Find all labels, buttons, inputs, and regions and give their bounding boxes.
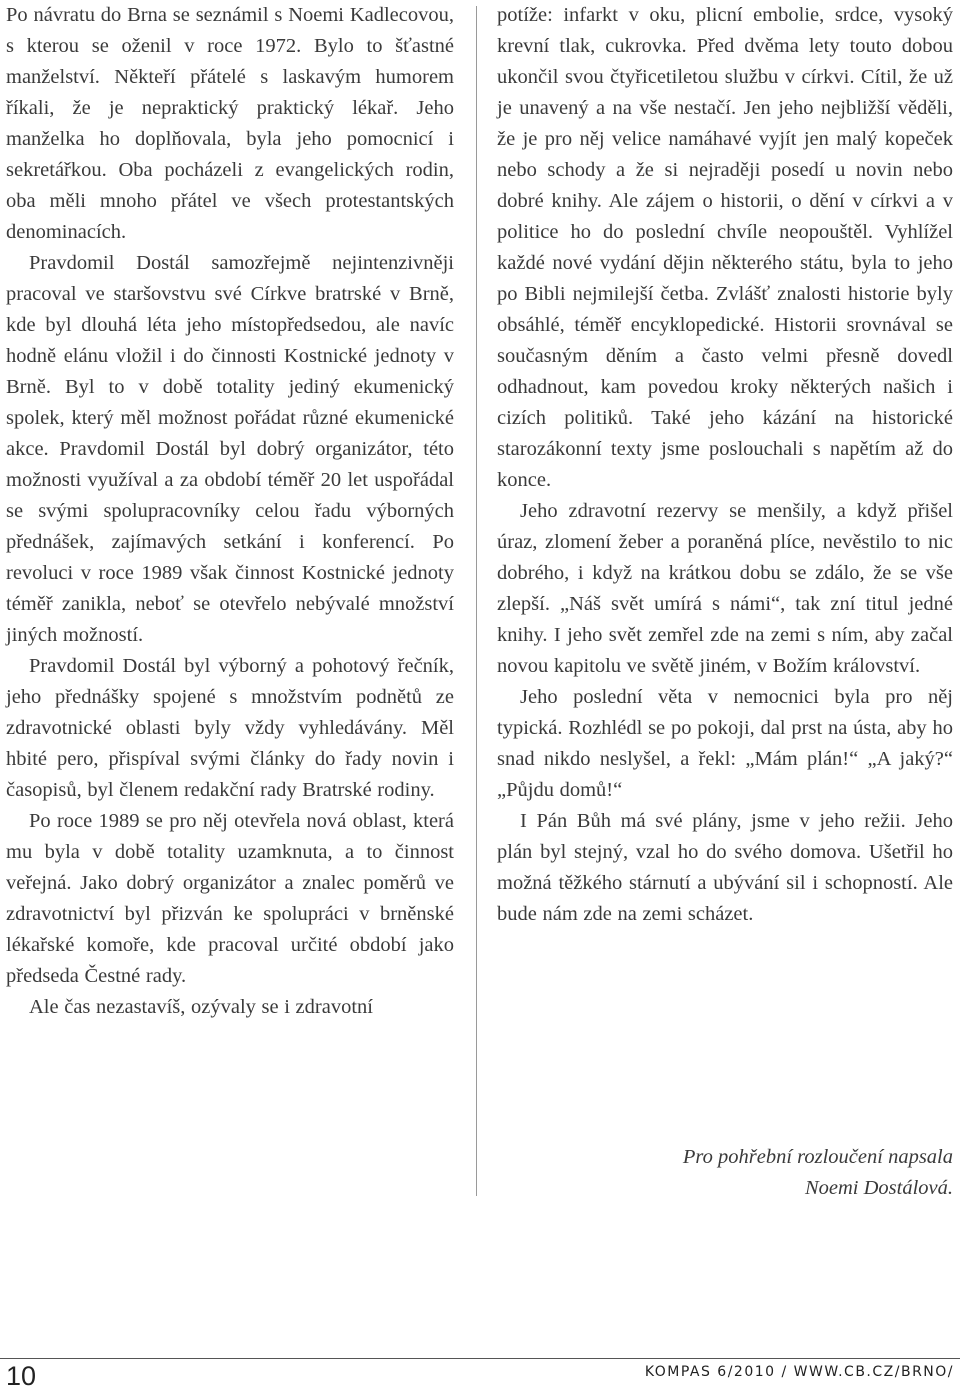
signature-line-1: Pro pohřební rozloučení napsala: [682, 1146, 953, 1168]
right-paragraph-3: Jeho poslední věta v nemocnici byla pro něj typická. Rozhlédl se po pokoji, dal prst na ústa, aby ho snad nikdo neslyšel, a řekl: „Mám plán!“ „A jaký?“ „Půjdu domů!“: [497, 686, 953, 801]
left-paragraph-3: Pravdomil Dostál byl výborný a pohotový řečník, jeho přednášky spojené s množstvím podnětů ze zdravotnické oblasti byly vždy vyhledávány. Měl hbité pero, přispíval svými články do řady novin i časopisů, byl členem redakční rady Bratrské rodiny.: [6, 655, 454, 801]
right-paragraph-4: I Pán Bůh má své plány, jsme v jeho režii. Jeho plán byl stejný, vzal ho do svého domova. Ušetřil ho možná těžkého stárnutí a ubývání sil i schopností. Ale bude nám zde na zemi scházet.: [497, 810, 953, 925]
left-paragraph-4: Po roce 1989 se pro něj otevřela nová oblast, která mu byla v době totality uzamknuta, a to činnost veřejná. Jako dobrý organizátor a znalec poměrů ve zdravotnictví byl přizván ke spolupráci v brněnské lékařské komoře, kde pracoval určité období jako předseda Čestné rady.: [6, 810, 454, 987]
signature: [497, 1142, 953, 1204]
right-paragraph-2: Jeho zdravotní rezervy se menšily, a když přišel úraz, zlomení žeber a poraněná plíce, nevěstilo to nic dobrého, i když na krátkou dobu se zdálo, že se vše zlepší. „Náš svět umírá s námi“, tak zní titul jedné knihy. I jeho svět zemřel zde na zemi s ním, aby začal novou kapitolu ve světě jiném, v Božím království.: [497, 500, 953, 677]
right-column: [497, 0, 953, 930]
footer-rule: [0, 1358, 960, 1359]
right-paragraph-1: potíže: infarkt v oku, plicní embolie, srdce, vysoký krevní tlak, cukrovka. Před dvěma lety touto dobou ukončil svou čtyřicetiletou službu v církvi. Cítil, že už je unavený a na vše nestačí. Jen jeho nejbližší věděli, že je pro něj velice namáhavé vyjít jen malý kopeček nebo schody a že si nejraději posedí u novin nebo dobré knihy. Ale zájem o historii, o dění v církvi a v politice ho do poslední chvíle neopouštěl. Vyhlížel každé nové vydání dějin některého státu, byla to jeho po Bibli nejmilejší četba. Zvlášť znalosti historie byly obsáhlé, téměř encyklopedické. Historii srovnával se současným děním a často velmi přesně dovedl odhadnout, kam povedou kroky některých našich i cizích politiků. Také jeho kázání na historické starozákonní texty jsme poslouchali s napětím až do konce.: [497, 4, 953, 491]
left-paragraph-1: Po návratu do Brna se seznámil s Noemi Kadlecovou, s kterou se oženil v roce 1972. Bylo to šťastné manželství. Někteří přátelé s laskavým humorem říkali, že je nepraktický praktický lékař. Jeho manželka ho doplňovala, byla jeho pomocnicí i sekretářkou. Oba pocházeli z evangelických rodin, oba měli mnoho přátel ve všech protestantských denominacích.: [6, 4, 454, 243]
left-paragraph-5: Ale čas nezastavíš, ozývaly se i zdravotní: [29, 996, 373, 1018]
signature-author: Noemi Dostálová.: [804, 1177, 953, 1199]
publication-footer: KOMPAS 6/2010 / WWW.CB.CZ/BRNO/: [644, 1364, 954, 1380]
page-number: 10: [6, 1361, 37, 1391]
column-divider: [476, 6, 477, 1196]
left-paragraph-2: Pravdomil Dostál samozřejmě nejintenzivněji pracoval ve staršovstvu své Církve bratrské v Brně, kde byl dlouhá léta jeho místopředsedou, ale navíc hodně elánu vložil i do činnosti Kostnické jednoty v Brně. Byl to v době totality jediný ekumenický spolek, který měl možnost pořádat různé ekumenické akce. Pravdomil Dostál byl dobrý organizátor, této možnosti využíval a za období téměř 20 let uspořádal se svými spolupracovníky celou řadu výborných přednášek, zajímavých setkání i konferencí. Po revoluci v roce 1989 však činnost Kostnické jednoty téměř zanikla, neboť se otevřelo nebývalé množství jiných možností.: [6, 252, 454, 646]
left-column: [6, 0, 454, 1023]
